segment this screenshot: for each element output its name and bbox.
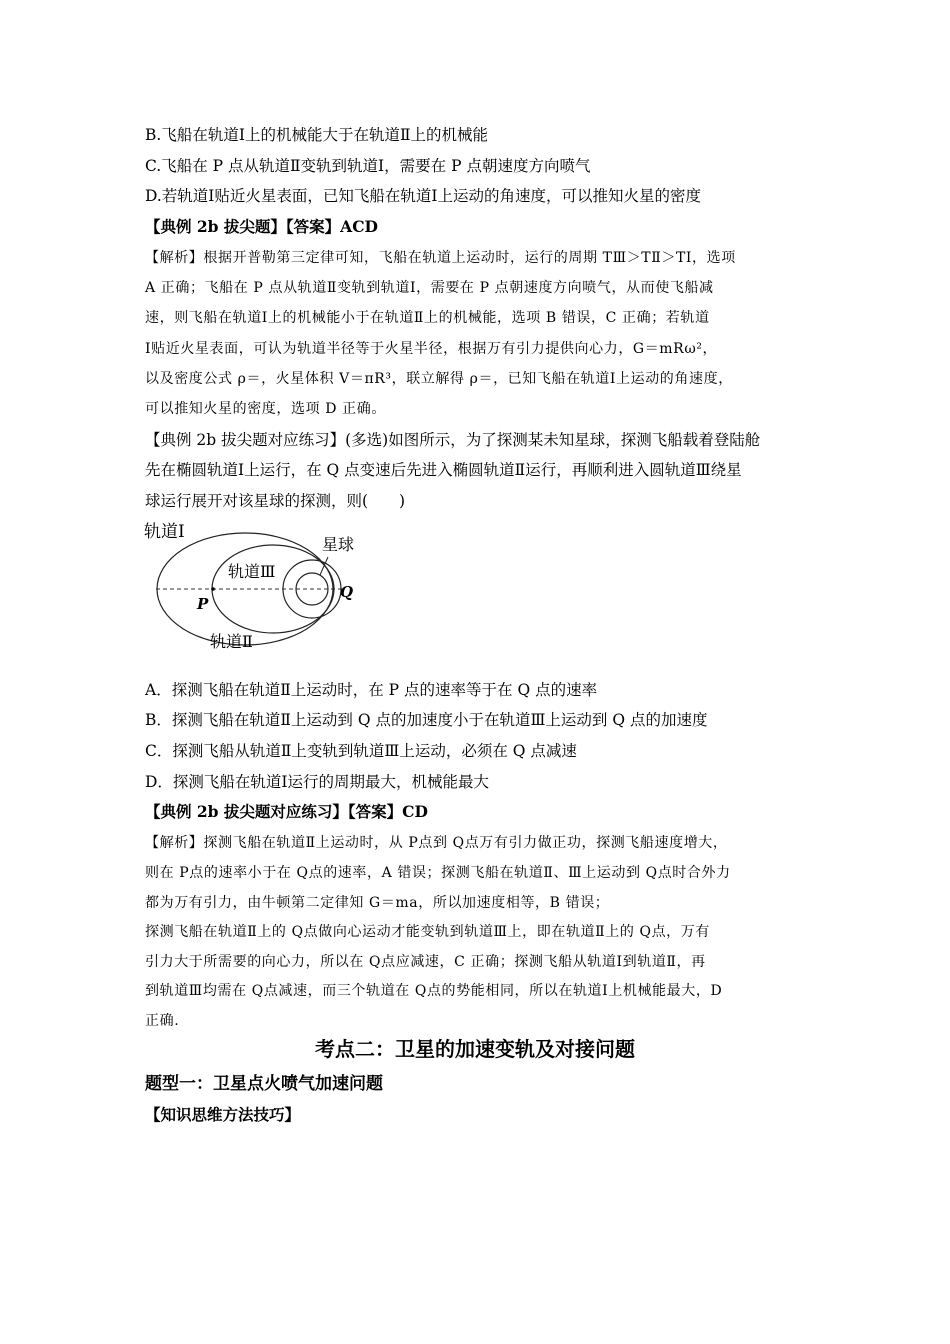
analysis2-line-3: 都为万有引力，由牛顿第二定律知 G＝ma，所以加速度相等，B 错误； [145, 895, 610, 911]
option-c-line: C.飞船在 P 点从轨道Ⅱ变轨到轨道Ⅰ，需要在 P 点朝速度方向喷气 [145, 157, 591, 175]
point-p-label: P [197, 595, 209, 613]
analysis2-line-6: 到轨道Ⅲ均需在 Q点减速，而三个轨道在 Q点的势能相同，所以在轨道Ⅰ上机械能最大，D [145, 983, 723, 999]
subsection-title: 题型一：卫星点火喷气加速问题 [145, 1074, 383, 1094]
planet-leader-line [320, 557, 328, 575]
point-q-label: Q [340, 583, 354, 601]
analysis2-line-4: 探测飞船在轨道Ⅱ上的 Q点做向心运动才能变轨到轨道Ⅲ上，即在轨道Ⅱ上的 Q点，万有 [145, 924, 710, 940]
choice-b: B．探测飞船在轨道Ⅱ上运动到 Q 点的加速度小于在轨道Ⅲ上运动到 Q 点的加速度 [145, 711, 708, 729]
orbit-diagram [142, 517, 372, 667]
analysis1-line-5: 以及密度公式 ρ＝，火星体积 V＝πR³，联立解得 ρ＝，已知飞船在轨道Ⅰ上运动的角速度， [145, 371, 733, 387]
option-b-line: B.飞船在轨道Ⅰ上的机械能大于在轨道Ⅱ上的机械能 [145, 126, 488, 144]
orbit-1-label: 轨道Ⅰ [144, 522, 185, 542]
option-d-line: D.若轨道Ⅰ贴近火星表面，已知飞船在轨道Ⅰ上运动的角速度，可以推知火星的密度 [145, 187, 702, 205]
answer-heading-1: 【典例 2b 拔尖题】【答案】ACD [145, 217, 378, 236]
choice-d: D．探测飞船在轨道Ⅰ运行的周期最大，机械能最大 [145, 773, 490, 791]
choice-a: A．探测飞船在轨道Ⅱ上运动时，在 P 点的速率等于在 Q 点的速率 [145, 681, 598, 699]
analysis1-line-2: A 正确；飞船在 P 点从轨道Ⅱ变轨到轨道Ⅰ，需要在 P 点朝速度方向喷气，从而使飞船减 [145, 280, 714, 296]
analysis2-line-7: 正确. [145, 1013, 180, 1029]
analysis1-line-3: 速，则飞船在轨道Ⅰ上的机械能小于在轨道Ⅱ上的机械能，选项 B 错误，C 正确；若轨道 [145, 310, 710, 326]
analysis2-line-5: 引力大于所需要的向心力，所以在 Q点应减速，C 正确；探测飞船从轨道Ⅰ到轨道Ⅱ，再 [145, 954, 706, 970]
orbit-3-label: 轨道Ⅲ [228, 562, 276, 581]
planet-label: 星球 [322, 535, 355, 554]
section-title: 考点二：卫星的加速变轨及对接问题 [315, 1037, 635, 1061]
orbit-2-label: 轨道Ⅱ [210, 632, 253, 651]
analysis2-line-1: 【解析】探测飞船在轨道Ⅱ上运动时，从 P点到 Q点万有引力做正功，探测飞船速度增大， [145, 835, 728, 851]
analysis1-line-1: 【解析】根据开普勒第三定律可知，飞船在轨道上运动时，运行的周期 TⅢ＞TⅡ＞TⅠ，选项 [145, 250, 736, 266]
analysis1-line-6: 可以推知火星的密度，选项 D 正确。 [145, 401, 386, 417]
analysis2-line-2: 则在 P点的速率小于在 Q点的速率，A 错误；探测飞船在轨道Ⅱ、Ⅲ上运动到 Q点时合外力 [145, 865, 731, 881]
knowledge-label: 【知识思维方法技巧】 [145, 1105, 301, 1124]
choice-c: C．探测飞船从轨道Ⅱ上变轨到轨道Ⅲ上运动，必须在 Q 点减速 [145, 742, 577, 760]
orbit-2-ellipse [212, 545, 334, 633]
exercise-stem-line-3: 球运行展开对该星球的探测，则( ) [145, 492, 406, 510]
analysis1-line-4: Ⅰ贴近火星表面，可认为轨道半径等于火星半径，根据万有引力提供向心力，G＝mRω²， [145, 341, 718, 357]
exercise-stem-line-2: 先在椭圆轨道Ⅰ上运行，在 Q 点变速后先进入椭圆轨道Ⅱ运行，再顺利进入圆轨道Ⅲ绕星 [145, 461, 742, 479]
point-p-dot [211, 587, 215, 591]
answer-heading-2: 【典例 2b 拔尖题对应练习】【答案】CD [145, 802, 428, 821]
exercise-stem-line-1: 【典例 2b 拔尖题对应练习】(多选)如图所示，为了探测某未知星球，探测飞船载着登陆舱 [145, 431, 761, 449]
